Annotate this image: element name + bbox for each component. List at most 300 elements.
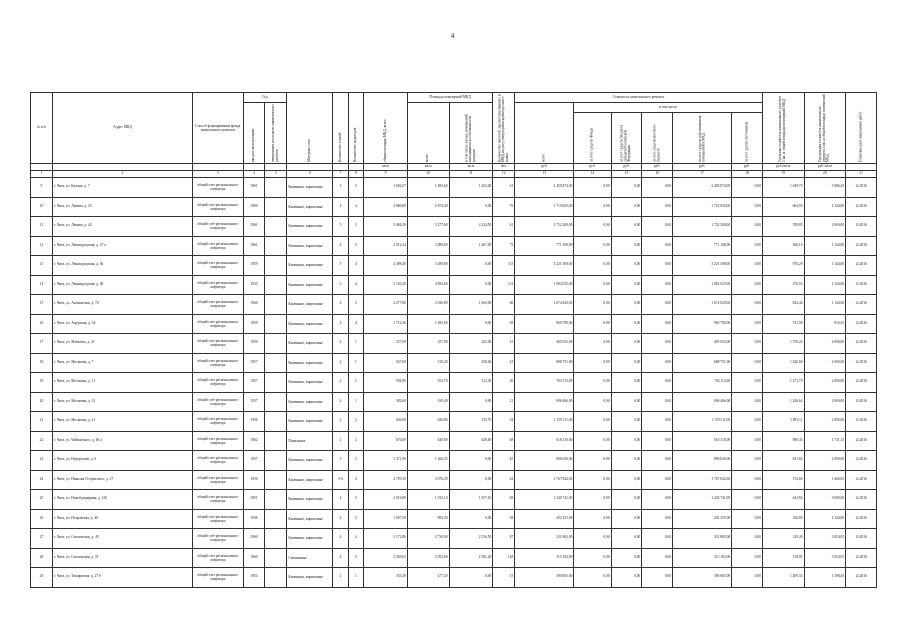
cell-cx: 0,00 xyxy=(732,490,763,510)
cell-en: 1 xyxy=(348,373,363,393)
cell-n: 9 xyxy=(31,178,53,198)
cell-addr: г. Чита, ул. Анохинская, д. 74 xyxy=(52,295,192,315)
cell-fund: общий счет регионального оператора xyxy=(193,353,243,373)
cell-walls: Каменные, кирпичные xyxy=(287,490,333,510)
column-number-cell: 3 xyxy=(193,171,243,178)
table-row xyxy=(31,451,877,471)
cell-dl: 12.2016 xyxy=(846,314,877,334)
cell-uc: 1 273,79 xyxy=(762,373,804,393)
cell-addr: г. Чита, ул. Ленина, д. 42 xyxy=(52,217,192,237)
cell-co: 3 221 308,00 xyxy=(673,256,732,276)
cell-addr: г. Чита, ул. Николая Островского, д. 27 xyxy=(52,470,192,490)
cell-walls: Каменные, кирпичные xyxy=(287,236,333,256)
cell-yr xyxy=(265,217,287,237)
cell-ta: 2 012,34 xyxy=(364,236,408,256)
unit-cell xyxy=(243,164,265,171)
header-residents: Количество жителей, зарегистрированных в МКД на дату утверждения краткосрочного плана xyxy=(493,93,515,164)
cell-cf: 0,00 xyxy=(574,490,611,510)
cell-dl: 12.2016 xyxy=(846,392,877,412)
cell-cl: 0,00 xyxy=(642,275,673,295)
cell-walls: Каменные, кирпичные xyxy=(287,470,333,490)
cell-co: 315 183,00 xyxy=(673,548,732,568)
cell-dl: 12.2016 xyxy=(846,197,877,217)
cell-ta: 1 007,50 xyxy=(364,509,408,529)
cell-en: 2 xyxy=(348,412,363,432)
cell-ct: 1 082 025,00 xyxy=(515,275,574,295)
cell-cb: 0,00 xyxy=(611,470,642,490)
header-area-group: Площадь помещений МКД xyxy=(407,93,492,103)
cell-yr xyxy=(265,568,287,588)
cell-cb: 0,00 xyxy=(611,295,642,315)
cell-addr: г. Чита, ул. Московая, д. 21 xyxy=(52,412,192,432)
cell-en: 4 xyxy=(348,256,363,276)
cell-n: 28 xyxy=(31,548,53,568)
cell-cl: 0,00 xyxy=(642,197,673,217)
cell-fl: 2 xyxy=(333,392,348,412)
cell-uc: 369,16 xyxy=(762,236,804,256)
cell-cx: 0,00 xyxy=(732,314,763,334)
cell-walls: Каменные, кирпичные xyxy=(287,529,333,549)
cell-ct: 960 790,00 xyxy=(515,314,574,334)
cell-fund: общий счет регионального оператора xyxy=(193,217,243,237)
column-number-cell: 15 xyxy=(611,171,642,178)
cell-walls: Каменные, кирпичные xyxy=(287,197,333,217)
column-number-cell: 10 xyxy=(407,171,449,178)
cell-dl: 12.2016 xyxy=(846,509,877,529)
cell-co: 800 040,00 xyxy=(673,451,732,471)
cell-aa: 339,40 xyxy=(407,392,449,412)
cell-ar: 0,00 xyxy=(449,568,493,588)
cell-en: 1 xyxy=(348,353,363,373)
cell-cf: 0,00 xyxy=(574,275,611,295)
cell-cx: 0,00 xyxy=(732,353,763,373)
cell-yr xyxy=(265,275,287,295)
table-row xyxy=(31,470,877,490)
header-year-group: Год xyxy=(243,93,287,103)
table-row xyxy=(31,431,877,451)
cell-ct: 2 450 874,00 xyxy=(515,178,574,198)
cell-fl: 4 xyxy=(333,236,348,256)
unit-cell xyxy=(348,164,363,171)
cell-cf: 0,00 xyxy=(574,470,611,490)
cell-cf: 0,00 xyxy=(574,197,611,217)
table-row xyxy=(31,568,877,588)
table-row xyxy=(31,236,877,256)
cell-mc: 3 986,45 xyxy=(804,178,846,198)
header-unit-cost: Удельная стоимость капитального ремонта 1 кв. м общей площади помещений МКД xyxy=(762,93,804,164)
cell-res: 23 xyxy=(493,353,515,373)
cell-ta: 2 277,80 xyxy=(364,295,408,315)
cell-cl: 0,00 xyxy=(642,373,673,393)
cell-ct: 696 466,00 xyxy=(515,392,574,412)
cell-n: 18 xyxy=(31,353,53,373)
cell-cl: 0,00 xyxy=(642,509,673,529)
cell-n: 15 xyxy=(31,295,53,315)
cell-addr: г. Чита, ул. Московая, д. 13 xyxy=(52,392,192,412)
cell-ta: 1 682,07 xyxy=(364,178,408,198)
cell-co: 688 751,00 xyxy=(673,353,732,373)
cell-en: 1 xyxy=(348,334,363,354)
cell-ta: 547,60 xyxy=(364,353,408,373)
unit-cell: руб. xyxy=(611,164,642,171)
cell-fl: 2 xyxy=(333,334,348,354)
cell-uc: 631,82 xyxy=(762,451,804,471)
cell-fund: общий счет регионального оператора xyxy=(193,568,243,588)
column-number-cell: 18 xyxy=(732,171,763,178)
cell-fl: 2 xyxy=(333,412,348,432)
unit-cell: руб./кв.м xyxy=(762,164,804,171)
cell-aa: 1 266,25 xyxy=(407,451,449,471)
cell-dl: 12.2016 xyxy=(846,451,877,471)
column-number-cell: 8 xyxy=(348,171,363,178)
header-year-last-repair: завершения последнего капитального ремонта xyxy=(265,103,287,164)
cell-co: 292 255,00 xyxy=(673,509,732,529)
cell-yr xyxy=(265,353,287,373)
cell-aa: 257,00 xyxy=(407,334,449,354)
cell-yb: 1935 xyxy=(243,275,265,295)
cell-uc: 641,84 xyxy=(762,490,804,510)
cell-fl: 4 xyxy=(333,295,348,315)
cell-n: 29 xyxy=(31,568,53,588)
cell-addr: г. Чита, ул. Калина, д. 7 xyxy=(52,178,192,198)
cell-res: 38 xyxy=(493,509,515,529)
cell-uc: 270,53 xyxy=(762,275,804,295)
cell-cx: 0,00 xyxy=(732,178,763,198)
cell-aa: 2 874,40 xyxy=(407,197,449,217)
cell-walls: Каменные, кирпичные xyxy=(287,392,333,412)
cell-fund: общий счет регионального оператора xyxy=(193,509,243,529)
cell-aa: 1 933,10 xyxy=(407,490,449,510)
cell-ct: 1 674 820,00 xyxy=(515,295,574,315)
cell-cl: 0,00 xyxy=(642,490,673,510)
cell-co: 1 767 842,00 xyxy=(673,470,732,490)
unit-cell xyxy=(846,164,877,171)
cell-uc: 708,85 xyxy=(762,217,804,237)
cell-ct: 1 710 835,00 xyxy=(515,197,574,217)
cell-cl: 0,00 xyxy=(642,470,673,490)
cell-addr: г. Чита, ул. Ленинградская, д. 47 а xyxy=(52,236,192,256)
cell-yb: 1957 xyxy=(243,373,265,393)
cell-cl: 0,00 xyxy=(642,217,673,237)
cell-mc: 3 854,05 xyxy=(804,548,846,568)
cell-res: 76 xyxy=(493,197,515,217)
table-row xyxy=(31,373,877,393)
cell-res: 62 xyxy=(493,470,515,490)
cell-n: 14 xyxy=(31,275,53,295)
table-row xyxy=(31,314,877,334)
header-area-all: всего xyxy=(407,103,449,164)
cell-ar: 4 324,50 xyxy=(449,217,493,237)
cell-co: 405 033,00 xyxy=(673,334,732,354)
cell-aa: 1 295,60 xyxy=(407,314,449,334)
cell-aa: 4 092,60 xyxy=(407,275,449,295)
cell-ar: 458,40 xyxy=(449,353,493,373)
cell-addr: г. Чита, ул. Ленинградская, д. 56 xyxy=(52,256,192,276)
cell-cl: 0,00 xyxy=(642,236,673,256)
cell-ta: 1 371,90 xyxy=(364,451,408,471)
cell-yb: 1969 xyxy=(243,197,265,217)
cell-uc: 1 893,11 xyxy=(762,412,804,432)
cell-mc: 1 144,00 xyxy=(804,256,846,276)
cell-aa: 2 088,80 xyxy=(407,236,449,256)
unit-cell xyxy=(265,164,287,171)
table-row xyxy=(31,197,877,217)
cell-uc: 822,44 xyxy=(762,295,804,315)
cell-en: 3 xyxy=(348,490,363,510)
cell-mc: 2 690,00 xyxy=(804,373,846,393)
cell-uc: 1 649,75 xyxy=(762,178,804,198)
cell-ct: 1 159 511,00 xyxy=(515,412,574,432)
cell-ar: 0,00 xyxy=(449,314,493,334)
column-number-cell: 7 xyxy=(333,171,348,178)
cell-yr xyxy=(265,314,287,334)
cell-ar: 0,00 xyxy=(449,451,493,471)
cell-cl: 0,00 xyxy=(642,314,673,334)
cell-en: 3 xyxy=(348,178,363,198)
cell-ta: 646,00 xyxy=(364,412,408,432)
cell-ar: 0,00 xyxy=(449,392,493,412)
cell-yr xyxy=(265,490,287,510)
cell-cb: 0,00 xyxy=(611,256,642,276)
cell-res: 69 xyxy=(493,490,515,510)
table-row xyxy=(31,256,877,276)
cell-fund: общий счет регионального оператора xyxy=(193,256,243,276)
cell-ar: 315,70 xyxy=(449,412,493,432)
cell-n: 17 xyxy=(31,334,53,354)
column-numbers-row xyxy=(31,171,877,178)
cell-cf: 0,00 xyxy=(574,236,611,256)
cell-yb: 1957 xyxy=(243,451,265,471)
cell-mc: 1 466,65 xyxy=(804,470,846,490)
cell-cf: 0,00 xyxy=(574,353,611,373)
cell-cb: 0,00 xyxy=(611,451,642,471)
cell-res: 15 xyxy=(493,334,515,354)
cell-ct: 405 033,00 xyxy=(515,334,574,354)
cell-ar: 0,00 xyxy=(449,256,493,276)
cell-fund: общий счет регионального оператора xyxy=(193,334,243,354)
cell-ar: 1 467,50 xyxy=(449,236,493,256)
header-deadline: Плановая дата завершения работ xyxy=(846,93,877,164)
cell-ar: 0,00 xyxy=(449,197,493,217)
cell-n: 13 xyxy=(31,256,53,276)
cell-cf: 0,00 xyxy=(574,392,611,412)
cell-res: 87 xyxy=(493,529,515,549)
header-cost-total: всего xyxy=(515,103,574,164)
cell-cb: 0,00 xyxy=(611,392,642,412)
header-cost-budget-rf: за счет средств бюджета субъекта Российской Федерации xyxy=(611,113,642,164)
cell-fund: общий счет регионального оператора xyxy=(193,314,243,334)
unit-cell xyxy=(333,164,348,171)
cell-n: 19 xyxy=(31,373,53,393)
cell-uc: 120,49 xyxy=(762,529,804,549)
unit-cell: руб. xyxy=(642,164,673,171)
cell-ta: 5 484,50 xyxy=(364,217,408,237)
cell-ct: 771 108,00 xyxy=(515,236,574,256)
cell-co: 1 674 820,00 xyxy=(673,295,732,315)
cell-uc: 1 246,64 xyxy=(762,392,804,412)
cell-walls: Каменные, кирпичные xyxy=(287,451,333,471)
cell-en: 3 xyxy=(348,451,363,471)
cell-co: 696 466,00 xyxy=(673,392,732,412)
cell-ta: 5 105,20 xyxy=(364,275,408,295)
cell-n: 11 xyxy=(31,217,53,237)
cell-cx: 0,00 xyxy=(732,509,763,529)
cell-fl: 2 xyxy=(333,509,348,529)
table-row xyxy=(31,392,877,412)
cell-aa: 626,80 xyxy=(407,412,449,432)
cell-cx: 0,00 xyxy=(732,548,763,568)
cell-fl: 5 xyxy=(333,256,348,276)
cell-uc: 1 326,66 xyxy=(762,353,804,373)
cell-mc: 1 144,00 xyxy=(804,295,846,315)
column-number-cell: 17 xyxy=(673,171,732,178)
unit-cell: чел. xyxy=(493,164,515,171)
cell-cf: 0,00 xyxy=(574,548,611,568)
cell-aa: 2 036,80 xyxy=(407,295,449,315)
unit-cell xyxy=(193,164,243,171)
cell-en: 4 xyxy=(348,470,363,490)
cell-ar: 0,00 xyxy=(449,509,493,529)
cell-res: 20 xyxy=(493,373,515,393)
cell-en: 4 xyxy=(348,197,363,217)
cell-yr xyxy=(265,509,287,529)
cell-cx: 0,00 xyxy=(732,451,763,471)
cell-en: 2 xyxy=(348,431,363,451)
unit-cell: руб. xyxy=(673,164,732,171)
cell-cx: 0,00 xyxy=(732,392,763,412)
cell-fl: 4 xyxy=(333,529,348,549)
cell-yr xyxy=(265,197,287,217)
cell-res: 32 xyxy=(493,412,515,432)
cell-mc: 3 690,00 xyxy=(804,490,846,510)
cell-fund: общий счет регионального оператора xyxy=(193,275,243,295)
unit-cell: руб./кв.м xyxy=(804,164,846,171)
cell-res: 66 xyxy=(493,295,515,315)
cell-ta: 4 498,40 xyxy=(364,256,408,276)
cell-yb: 1959 xyxy=(243,256,265,276)
column-number-cell: 5 xyxy=(265,171,287,178)
cell-dl: 12.2016 xyxy=(846,353,877,373)
cell-fl: 4 xyxy=(333,490,348,510)
cell-en: 3 xyxy=(348,236,363,256)
cell-cx: 0,00 xyxy=(732,431,763,451)
header-floors: Количество этажей xyxy=(333,93,348,164)
cell-yr xyxy=(265,373,287,393)
cell-cf: 0,00 xyxy=(574,412,611,432)
cell-uc: 980,45 xyxy=(762,431,804,451)
cell-aa: 552,70 xyxy=(407,373,449,393)
cell-cf: 0,00 xyxy=(574,334,611,354)
unit-cell: кв.м xyxy=(364,164,408,171)
header-cost-owners: за счет средств собственников помещений в МКД xyxy=(673,113,732,164)
cell-walls: Каменные, кирпичные xyxy=(287,412,333,432)
cell-cx: 0,00 xyxy=(732,295,763,315)
table-row xyxy=(31,412,877,432)
cell-dl: 12.2016 xyxy=(846,490,877,510)
capital-repair-table xyxy=(30,92,877,588)
cell-co: 390 665,00 xyxy=(673,568,732,588)
cell-yb: 1961 xyxy=(243,178,265,198)
column-number-cell: 9 xyxy=(364,171,408,178)
column-number-cell: 16 xyxy=(642,171,673,178)
column-number-cell: 21 xyxy=(846,171,877,178)
cell-yb: 1956 xyxy=(243,470,265,490)
cell-cl: 0,00 xyxy=(642,529,673,549)
cell-ct: 1 752 200,00 xyxy=(515,217,574,237)
cell-dl: 12.2016 xyxy=(846,373,877,393)
cell-cf: 0,00 xyxy=(574,509,611,529)
cell-cf: 0,00 xyxy=(574,314,611,334)
header-cost-group: Стоимость капитального ремонта xyxy=(515,93,763,103)
cell-yb: 1956 xyxy=(243,412,265,432)
cell-addr: г. Чита, ул. Ленинградская, д. 58 xyxy=(52,275,192,295)
cell-cb: 0,00 xyxy=(611,490,642,510)
cell-yr xyxy=(265,548,287,568)
cell-en: 3 xyxy=(348,295,363,315)
cell-res: 73 xyxy=(493,236,515,256)
cell-addr: г. Чита, ул. Чайковского, д. 66 а xyxy=(52,431,192,451)
cell-fund: общий счет регионального оператора xyxy=(193,373,243,393)
cell-en: 4 xyxy=(348,314,363,334)
table-body xyxy=(31,178,877,588)
cell-res: 115 xyxy=(493,256,515,276)
cell-cf: 0,00 xyxy=(574,295,611,315)
cell-mc: 1 398,45 xyxy=(804,568,846,588)
cell-n: 26 xyxy=(31,509,53,529)
cell-aa: 2 738,90 xyxy=(407,529,449,549)
units-row xyxy=(31,164,877,171)
cell-res: 61 xyxy=(493,178,515,198)
cell-ct: 1 240 741,00 xyxy=(515,490,574,510)
cell-cb: 0,00 xyxy=(611,529,642,549)
cell-addr: г. Чита, ул. Ленина, д. 25 xyxy=(52,197,192,217)
cell-aa: 894,30 xyxy=(407,509,449,529)
cell-yb: 1961 xyxy=(243,236,265,256)
cell-walls: Каменные, кирпичные xyxy=(287,314,333,334)
cell-fl: 4 xyxy=(333,197,348,217)
unit-cell xyxy=(52,164,192,171)
cell-fl: 2 xyxy=(333,353,348,373)
cell-fund: общий счет регионального оператора xyxy=(193,197,243,217)
cell-fund: общий счет регионального оператора xyxy=(193,412,243,432)
cell-aa: 5 277,60 xyxy=(407,217,449,237)
column-number-cell: 20 xyxy=(804,171,846,178)
cell-yr xyxy=(265,431,287,451)
table-row xyxy=(31,334,877,354)
cell-cx: 0,00 xyxy=(732,197,763,217)
column-number-cell: 19 xyxy=(762,171,804,178)
cell-n: 23 xyxy=(31,451,53,471)
cell-cx: 0,00 xyxy=(732,334,763,354)
cell-cf: 0,00 xyxy=(574,529,611,549)
cell-n: 16 xyxy=(31,314,53,334)
cell-addr: г. Чита, ул. Московая, д. 11 xyxy=(52,373,192,393)
cell-walls: Каменные, кирпичные xyxy=(287,295,333,315)
cell-res: 148 xyxy=(493,548,515,568)
cell-addr: г. Чита, ул. Недорезова, д. 6 xyxy=(52,451,192,471)
cell-cl: 0,00 xyxy=(642,256,673,276)
cell-cl: 0,00 xyxy=(642,392,673,412)
cell-cx: 0,00 xyxy=(732,470,763,490)
cell-res: 15 xyxy=(493,568,515,588)
cell-uc: 664,50 xyxy=(762,197,804,217)
table-row xyxy=(31,529,877,549)
cell-fl: 3 xyxy=(333,178,348,198)
header-no: № п/п xyxy=(31,93,53,164)
unit-cell: руб. xyxy=(574,164,611,171)
cell-aa: 3 299,80 xyxy=(407,256,449,276)
cell-ar: 1 957,10 xyxy=(449,490,493,510)
